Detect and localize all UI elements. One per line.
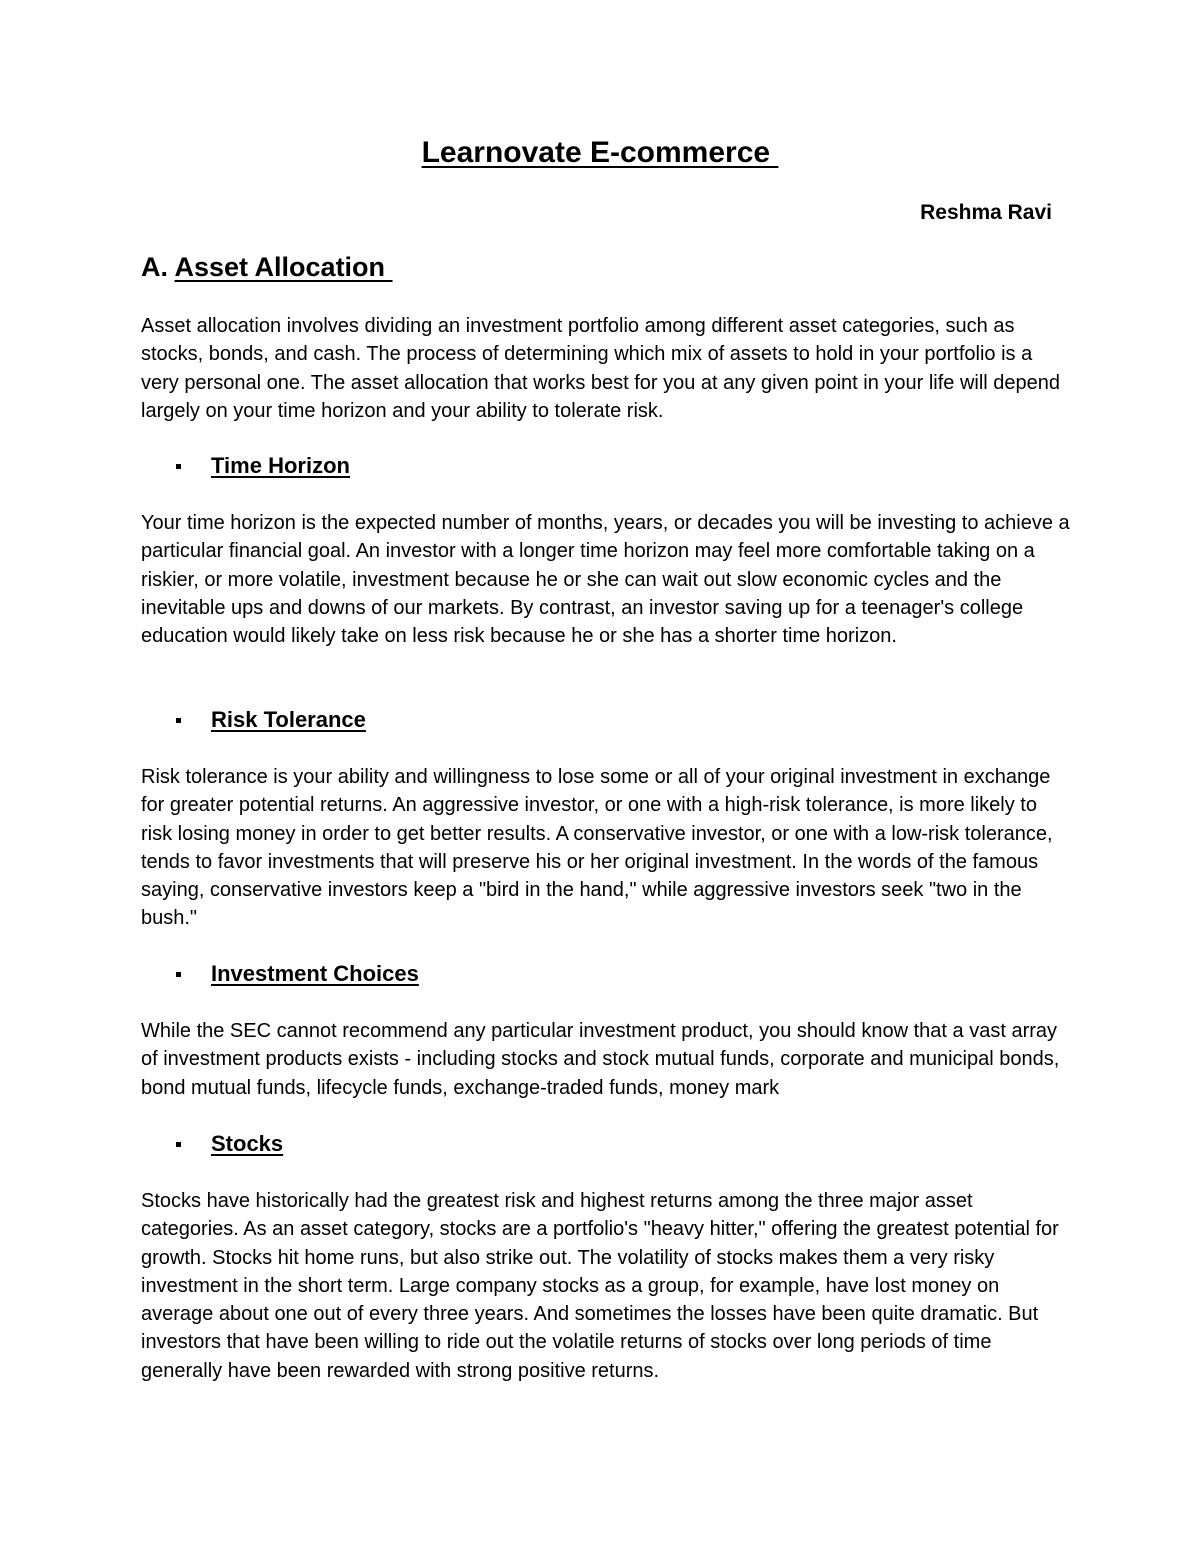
subsection-heading-label: Stocks <box>211 1131 284 1156</box>
subsection-heading-investment-choices <box>176 960 419 988</box>
investment-choices-paragraph: While the SEC cannot recommend any particular investment product, you should know that a vast array of investment products exists - including stocks and stock mutual funds, corporate and municipal bonds, bond mutual funds, lifecycle funds, exchange-traded funds, money mark <box>141 1020 1060 1099</box>
bullet-square-icon <box>176 464 181 469</box>
section-heading <box>141 250 393 284</box>
section-heading-text: Asset Allocation <box>174 252 393 282</box>
subsection-heading-label: Risk Tolerance <box>211 707 366 732</box>
bullet-square-icon <box>176 1142 181 1147</box>
stocks-paragraph: Stocks have historically had the greatest risk and highest returns among the three major asset categories. As an asset category, stocks are a portfolio's "heavy hitter," offering the greatest potential for growth. Stocks hit home runs, but also strike out. The volatility of stocks makes them a very risky investment in the short term. Large company stocks as a group, for example, have lost money on average about one out of every three years. And sometimes the losses have been quite dramatic. But investors that have been willing to ride out the volatile returns of stocks over long periods of time generally have been rewarded with strong positive returns. <box>141 1190 1059 1382</box>
subsection-heading-time-horizon <box>176 452 350 480</box>
bullet-square-icon <box>176 718 181 723</box>
subsection-heading-risk-tolerance <box>176 706 366 734</box>
subsection-heading-label: Investment Choices <box>211 961 419 986</box>
time-horizon-paragraph: Your time horizon is the expected number of months, years, or decades you will be investing to achieve a particular financial goal. An investor with a longer time horizon may feel more comfortable taking on a riskier, or more volatile, investment because he or she can wait out slow economic cycles and the inevitable ups and downs of our markets. By contrast, an investor saving up for a teenager's college education would likely take on less risk because he or she has a shorter time horizon. <box>141 512 1070 648</box>
section-prefix: A. <box>141 252 175 282</box>
risk-tolerance-paragraph: Risk tolerance is your ability and willingness to lose some or all of your original investment in exchange for greater potential returns. An aggressive investor, or one with a high-risk tolerance, is more likely to risk losing money in order to get better results. A conservative investor, or one with a low-risk tolerance, tends to favor investments that will preserve his or her original investment. In the words of the famous saying, conservative investors keep a "bird in the hand," while aggressive investors seek "two in the bush." <box>141 766 1053 930</box>
author-name: Reshma Ravi <box>920 201 1052 224</box>
document-title <box>0 134 1200 172</box>
subsection-heading-stocks <box>176 1130 283 1158</box>
document-title-text: Learnovate E-commerce <box>421 136 779 169</box>
intro-paragraph: Asset allocation involves dividing an investment portfolio among different asset categories, such as stocks, bonds, and cash. The process of determining which mix of assets to hold in your portfolio is a very personal one. The asset allocation that works best for you at any given point in your life will depend largely on your time horizon and your ability to tolerate risk. <box>141 315 1061 422</box>
bullet-square-icon <box>176 972 181 977</box>
subsection-heading-label: Time Horizon <box>211 453 350 478</box>
